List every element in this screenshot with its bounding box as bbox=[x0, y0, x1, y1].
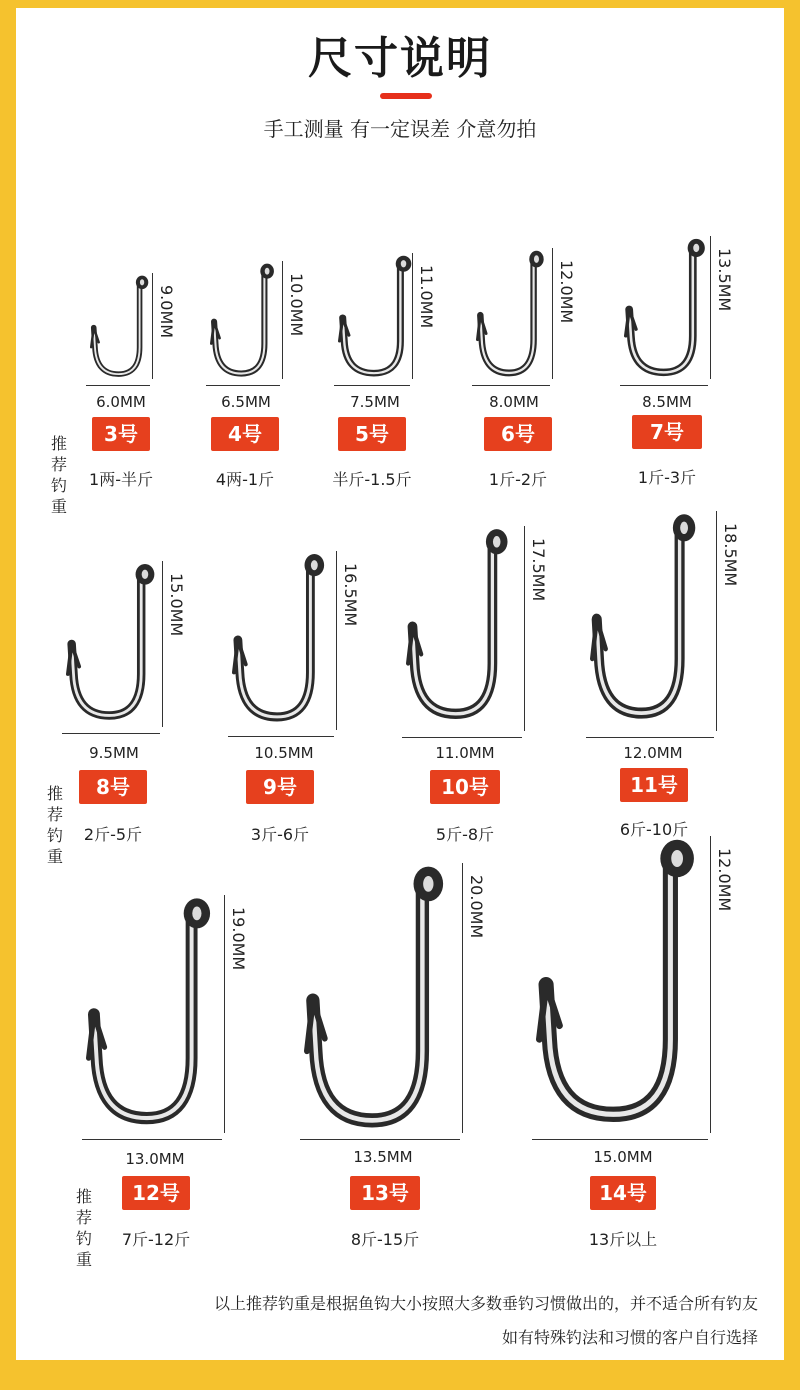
width-measure-line bbox=[82, 1139, 222, 1140]
hook-size-badge: 10号 bbox=[430, 770, 500, 804]
width-measure-line bbox=[532, 1139, 708, 1140]
length-measure-line bbox=[224, 895, 225, 1133]
width-measure-line bbox=[86, 385, 150, 386]
width-measure-line bbox=[228, 736, 334, 737]
hook-width-label: 6.5MM bbox=[221, 393, 271, 411]
footnote-line1: 以上推荐钓重是根据鱼钩大小按照大多数垂钓习惯做出的，并不适合所有钓友 bbox=[213, 1294, 758, 1313]
hook-icon bbox=[90, 275, 152, 379]
hook-icon bbox=[406, 528, 514, 723]
hook-icon bbox=[476, 250, 548, 379]
hook-size-badge: 6号 bbox=[484, 417, 552, 451]
hook-size-badge: 5号 bbox=[338, 417, 406, 451]
hook-length-label: 13.5MM bbox=[715, 248, 734, 312]
hook-weight-range: 7斤-12斤 bbox=[121, 1230, 191, 1249]
length-measure-line bbox=[282, 261, 283, 379]
hook-size-badge: 7号 bbox=[632, 415, 702, 449]
hook-weight-range: 5斤-8斤 bbox=[435, 825, 495, 844]
width-measure-line bbox=[586, 737, 714, 738]
hook-width-label: 8.0MM bbox=[489, 393, 539, 411]
title-underline bbox=[380, 93, 432, 99]
hook-length-label: 12.0MM bbox=[715, 848, 734, 912]
hook-size-badge: 3号 bbox=[92, 417, 150, 451]
length-measure-line bbox=[710, 836, 711, 1133]
hook-width-label: 7.5MM bbox=[350, 393, 400, 411]
hook-size-badge: 8号 bbox=[79, 770, 147, 804]
recommend-label-row1: 推荐钓重 bbox=[50, 434, 67, 516]
hook-weight-range: 1两-半斤 bbox=[89, 470, 153, 489]
hook-length-label: 10.0MM bbox=[287, 273, 306, 337]
hook-width-label: 6.0MM bbox=[96, 393, 146, 411]
page-title: 尺寸说明 bbox=[308, 33, 492, 84]
hook-length-label: 20.0MM bbox=[467, 875, 486, 939]
length-measure-line bbox=[462, 863, 463, 1133]
hook-weight-range: 6斤-10斤 bbox=[619, 820, 689, 839]
width-measure-line bbox=[472, 385, 550, 386]
hook-size-badge: 12号 bbox=[122, 1176, 190, 1210]
hook-size-badge: 14号 bbox=[590, 1176, 656, 1210]
footnote-line2: 如有特殊钓法和习惯的客户自行选择 bbox=[501, 1328, 758, 1347]
hook-weight-range: 1斤-3斤 bbox=[637, 468, 697, 487]
width-measure-line bbox=[402, 737, 522, 738]
length-measure-line bbox=[412, 253, 413, 379]
recommend-label-row2: 推荐钓重 bbox=[46, 784, 63, 866]
width-measure-line bbox=[62, 733, 160, 734]
length-measure-line bbox=[552, 248, 553, 379]
hook-weight-range: 4两-1斤 bbox=[215, 470, 275, 489]
hook-icon bbox=[304, 865, 452, 1133]
hook-weight-range: 1斤-2斤 bbox=[488, 470, 548, 489]
hook-icon bbox=[232, 553, 330, 725]
hook-size-badge: 9号 bbox=[246, 770, 314, 804]
length-measure-line bbox=[152, 273, 153, 379]
length-measure-line bbox=[336, 551, 337, 730]
recommend-label-row3: 推荐钓重 bbox=[75, 1187, 92, 1269]
hook-weight-range: 2斤-5斤 bbox=[83, 825, 143, 844]
hook-weight-range: 半斤-1.5斤 bbox=[332, 470, 412, 489]
hook-length-label: 18.5MM bbox=[721, 523, 740, 587]
hook-width-label: 9.5MM bbox=[89, 744, 139, 762]
hook-icon bbox=[66, 563, 160, 723]
hook-width-label: 10.5MM bbox=[254, 744, 314, 762]
hook-icon bbox=[536, 838, 704, 1128]
hook-length-label: 15.0MM bbox=[167, 573, 186, 637]
hook-weight-range: 8斤-15斤 bbox=[350, 1230, 420, 1249]
hook-weight-range: 3斤-6斤 bbox=[250, 825, 310, 844]
hook-width-label: 13.5MM bbox=[353, 1148, 413, 1166]
hook-length-label: 12.0MM bbox=[557, 260, 576, 324]
hook-size-badge: 13号 bbox=[350, 1176, 420, 1210]
hook-length-label: 9.0MM bbox=[157, 285, 176, 339]
width-measure-line bbox=[620, 385, 708, 386]
length-measure-line bbox=[716, 511, 717, 731]
hook-length-label: 17.5MM bbox=[529, 538, 548, 602]
length-measure-line bbox=[710, 236, 711, 379]
width-measure-line bbox=[334, 385, 410, 386]
length-measure-line bbox=[162, 561, 163, 727]
length-measure-line bbox=[524, 526, 525, 731]
width-measure-line bbox=[300, 1139, 460, 1140]
hook-width-label: 11.0MM bbox=[435, 744, 495, 762]
hook-icon bbox=[590, 513, 702, 723]
hook-icon bbox=[210, 263, 278, 379]
hook-width-label: 13.0MM bbox=[125, 1150, 185, 1168]
hook-length-label: 11.0MM bbox=[417, 265, 436, 329]
hook-icon bbox=[86, 897, 218, 1129]
hook-size-badge: 4号 bbox=[211, 417, 279, 451]
hook-icon bbox=[624, 238, 710, 379]
hook-width-label: 12.0MM bbox=[623, 744, 683, 762]
hook-width-label: 8.5MM bbox=[642, 393, 692, 411]
hook-width-label: 15.0MM bbox=[593, 1148, 653, 1166]
hook-icon bbox=[338, 255, 416, 379]
width-measure-line bbox=[206, 385, 280, 386]
hook-weight-range: 13斤以上 bbox=[588, 1230, 658, 1249]
hook-length-label: 19.0MM bbox=[229, 907, 248, 971]
hook-size-badge: 11号 bbox=[620, 768, 688, 802]
page-subtitle: 手工测量 有一定误差 介意勿拍 bbox=[263, 117, 537, 141]
hook-length-label: 16.5MM bbox=[341, 563, 360, 627]
